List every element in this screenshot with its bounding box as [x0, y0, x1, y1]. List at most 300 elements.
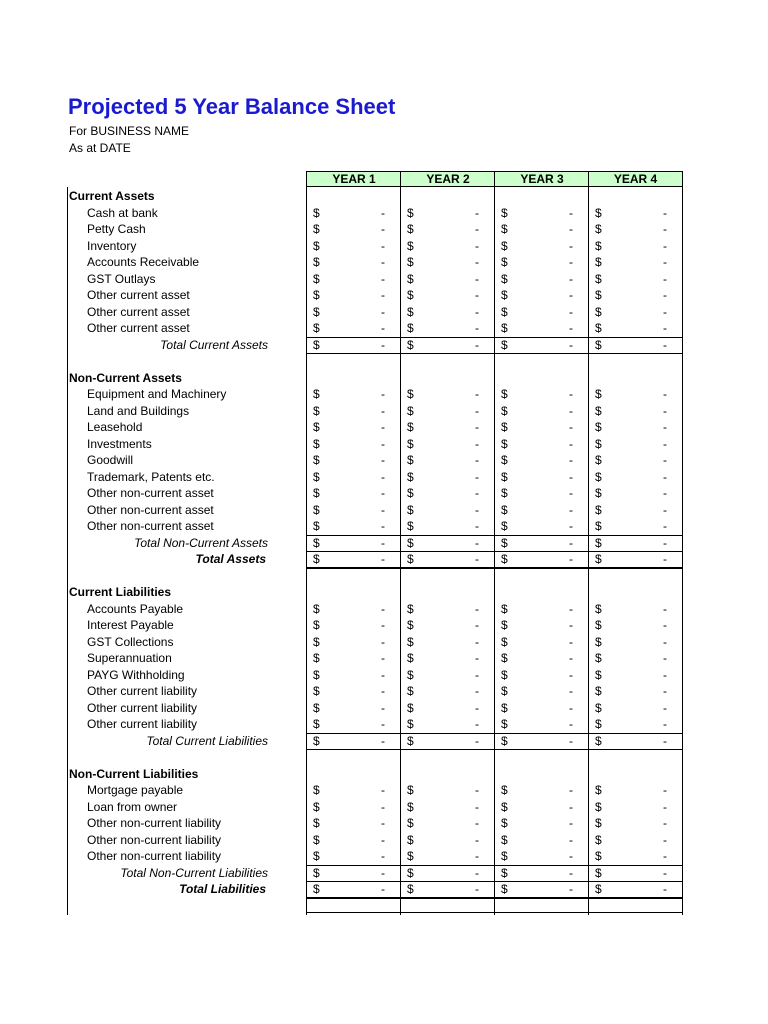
currency-symbol: $ — [407, 651, 414, 665]
section-header-row — [0, 766, 768, 783]
cell-value: - — [381, 832, 385, 847]
line-item-row — [0, 386, 768, 403]
currency-symbol: $ — [407, 849, 414, 863]
currency-symbol: $ — [313, 634, 320, 649]
currency-symbol: $ — [501, 733, 508, 748]
value-cell[interactable] — [400, 485, 493, 501]
cell-value: - — [569, 733, 573, 748]
line-item-label: Superannuation — [87, 651, 172, 665]
value-cell[interactable] — [306, 601, 399, 617]
value-cell[interactable] — [306, 469, 399, 485]
value-cell[interactable] — [400, 782, 493, 798]
cell-value: - — [381, 436, 385, 451]
cell-value: - — [475, 832, 479, 847]
value-cell[interactable] — [494, 287, 587, 303]
line-item-row — [0, 650, 768, 667]
currency-symbol: $ — [313, 865, 320, 880]
cell-value: - — [569, 469, 573, 484]
subtotal-rule — [306, 912, 682, 913]
value-cell[interactable] — [306, 535, 399, 551]
date-line: As at DATE — [69, 141, 131, 155]
cell-value: - — [475, 222, 479, 236]
value-cell[interactable] — [494, 403, 587, 419]
value-cell[interactable] — [400, 881, 493, 897]
line-item-label: Accounts Payable — [87, 601, 184, 616]
value-cell[interactable] — [306, 271, 399, 287]
currency-symbol: $ — [407, 255, 414, 269]
currency-symbol: $ — [501, 238, 508, 253]
value-cell[interactable] — [494, 650, 587, 666]
cell-value: - — [569, 387, 573, 401]
value-cell[interactable] — [588, 320, 681, 336]
value-cell[interactable] — [588, 469, 681, 485]
currency-symbol: $ — [595, 288, 602, 302]
value-cell[interactable] — [306, 304, 399, 320]
cell-value: - — [475, 700, 479, 715]
value-cell[interactable] — [588, 287, 681, 303]
value-cell[interactable] — [306, 205, 399, 221]
value-cell[interactable] — [494, 634, 587, 650]
subtotal-label: Total Non-Current Liabilities — [120, 865, 268, 880]
cell-value: - — [381, 321, 385, 335]
cell-value: - — [475, 882, 479, 896]
value-cell[interactable] — [494, 518, 587, 534]
currency-symbol: $ — [501, 552, 508, 566]
line-item-row — [0, 683, 768, 700]
currency-symbol: $ — [313, 700, 320, 715]
value-cell[interactable] — [588, 271, 681, 287]
cell-value: - — [663, 238, 667, 253]
currency-symbol: $ — [313, 288, 320, 302]
value-cell[interactable] — [306, 650, 399, 666]
column-header-4: YEAR 4 — [588, 171, 683, 187]
cell-value: - — [475, 403, 479, 418]
line-item-label: Inventory — [87, 238, 137, 253]
value-cell[interactable] — [400, 617, 493, 633]
value-cell[interactable] — [400, 238, 493, 254]
cell-value: - — [381, 733, 385, 748]
value-cell[interactable] — [306, 403, 399, 419]
section-title: Current Liabilities — [69, 585, 172, 599]
currency-symbol: $ — [313, 304, 320, 319]
value-cell[interactable] — [306, 287, 399, 303]
value-cell[interactable] — [494, 205, 587, 221]
value-cell[interactable] — [494, 221, 587, 237]
currency-symbol: $ — [595, 222, 602, 236]
value-cell[interactable] — [400, 205, 493, 221]
value-cell[interactable] — [494, 485, 587, 501]
value-cell[interactable] — [588, 535, 681, 551]
value-cell[interactable] — [306, 634, 399, 650]
currency-symbol: $ — [407, 684, 414, 698]
cell-value: - — [381, 651, 385, 665]
value-cell[interactable] — [588, 683, 681, 699]
line-item-row — [0, 518, 768, 535]
value-cell[interactable] — [400, 683, 493, 699]
value-cell[interactable] — [588, 799, 681, 815]
value-cell[interactable] — [494, 254, 587, 270]
value-cell[interactable] — [400, 865, 493, 881]
line-item-row — [0, 205, 768, 222]
line-item-row — [0, 799, 768, 816]
line-item-label: Loan from owner — [87, 799, 178, 814]
cell-value: - — [475, 618, 479, 632]
value-cell[interactable] — [494, 601, 587, 617]
value-cell[interactable] — [588, 881, 681, 897]
currency-symbol: $ — [501, 634, 508, 649]
cell-value: - — [569, 304, 573, 319]
line-item-label: Other non-current asset — [87, 486, 214, 500]
value-cell[interactable] — [588, 667, 681, 683]
value-cell[interactable] — [588, 502, 681, 518]
currency-symbol: $ — [313, 882, 320, 896]
cell-value: - — [569, 865, 573, 880]
cell-value: - — [569, 337, 573, 352]
currency-symbol: $ — [595, 667, 602, 682]
cell-value: - — [381, 486, 385, 500]
currency-symbol: $ — [501, 519, 508, 533]
value-cell[interactable] — [588, 205, 681, 221]
currency-symbol: $ — [407, 519, 414, 533]
value-cell[interactable] — [400, 287, 493, 303]
value-cell[interactable] — [306, 848, 399, 864]
value-cell[interactable] — [306, 551, 399, 567]
cell-value: - — [663, 882, 667, 896]
value-cell[interactable] — [306, 436, 399, 452]
value-cell[interactable] — [494, 452, 587, 468]
currency-symbol: $ — [313, 321, 320, 335]
currency-symbol: $ — [595, 321, 602, 335]
line-item-row — [0, 238, 768, 255]
value-cell[interactable] — [400, 337, 493, 353]
cell-value: - — [663, 552, 667, 566]
currency-symbol: $ — [407, 238, 414, 253]
currency-symbol: $ — [407, 799, 414, 814]
value-cell[interactable] — [306, 386, 399, 402]
cell-value: - — [475, 865, 479, 880]
currency-symbol: $ — [313, 255, 320, 269]
currency-symbol: $ — [407, 667, 414, 682]
cell-value: - — [381, 535, 385, 550]
value-cell[interactable] — [588, 815, 681, 831]
value-cell[interactable] — [400, 419, 493, 435]
cell-value: - — [569, 832, 573, 847]
currency-symbol: $ — [595, 535, 602, 550]
currency-symbol: $ — [595, 684, 602, 698]
currency-symbol: $ — [595, 634, 602, 649]
line-item-row — [0, 287, 768, 304]
line-item-label: Investments — [87, 436, 152, 451]
value-cell[interactable] — [494, 304, 587, 320]
value-cell[interactable] — [588, 452, 681, 468]
page-title: Projected 5 Year Balance Sheet — [68, 94, 396, 119]
value-cell[interactable] — [494, 815, 587, 831]
value-cell[interactable] — [588, 386, 681, 402]
value-cell[interactable] — [588, 238, 681, 254]
column-header-1: YEAR 1 — [306, 171, 401, 187]
value-cell[interactable] — [400, 502, 493, 518]
value-cell[interactable] — [306, 221, 399, 237]
cell-value: - — [663, 667, 667, 682]
value-cell[interactable] — [588, 650, 681, 666]
value-cell[interactable] — [494, 386, 587, 402]
currency-symbol: $ — [501, 816, 508, 830]
line-item-label: Other current liability — [87, 717, 198, 731]
cell-value: - — [475, 519, 479, 533]
section-header-row — [0, 188, 768, 205]
value-cell[interactable] — [400, 403, 493, 419]
value-cell[interactable] — [306, 799, 399, 815]
currency-symbol: $ — [595, 717, 602, 731]
currency-symbol: $ — [595, 618, 602, 632]
value-cell[interactable] — [588, 700, 681, 716]
currency-symbol: $ — [313, 337, 320, 352]
currency-symbol: $ — [313, 832, 320, 847]
value-cell[interactable] — [494, 865, 587, 881]
cell-value: - — [475, 453, 479, 467]
cell-value: - — [663, 222, 667, 236]
section-header-row — [0, 370, 768, 387]
value-cell[interactable] — [306, 254, 399, 270]
value-cell[interactable] — [494, 799, 587, 815]
cell-value: - — [569, 403, 573, 418]
value-cell[interactable] — [306, 518, 399, 534]
value-cell[interactable] — [400, 832, 493, 848]
value-cell[interactable] — [494, 733, 587, 749]
currency-symbol: $ — [595, 387, 602, 401]
value-cell[interactable] — [588, 254, 681, 270]
currency-symbol: $ — [313, 684, 320, 698]
cell-value: - — [381, 849, 385, 863]
value-cell[interactable] — [494, 782, 587, 798]
value-cell[interactable] — [306, 700, 399, 716]
value-cell[interactable] — [588, 617, 681, 633]
currency-symbol: $ — [407, 535, 414, 550]
value-cell[interactable] — [400, 254, 493, 270]
value-cell[interactable] — [494, 881, 587, 897]
currency-symbol: $ — [501, 849, 508, 863]
cell-value: - — [663, 436, 667, 451]
value-cell[interactable] — [400, 815, 493, 831]
value-cell[interactable] — [306, 832, 399, 848]
cell-value: - — [569, 238, 573, 253]
value-cell[interactable] — [494, 320, 587, 336]
cell-value: - — [663, 700, 667, 715]
value-cell[interactable] — [494, 502, 587, 518]
value-cell[interactable] — [588, 419, 681, 435]
value-cell[interactable] — [400, 221, 493, 237]
currency-symbol: $ — [407, 601, 414, 616]
value-cell[interactable] — [306, 502, 399, 518]
value-cell[interactable] — [494, 436, 587, 452]
value-cell[interactable] — [588, 601, 681, 617]
line-item-label: Equipment and Machinery — [87, 387, 227, 401]
value-cell[interactable] — [400, 716, 493, 732]
column-header-3: YEAR 3 — [494, 171, 589, 187]
value-cell[interactable] — [400, 667, 493, 683]
value-cell[interactable] — [400, 848, 493, 864]
cell-value: - — [663, 601, 667, 616]
line-item-label: Land and Buildings — [87, 403, 190, 418]
value-cell[interactable] — [494, 551, 587, 567]
currency-symbol: $ — [407, 634, 414, 649]
cell-value: - — [475, 288, 479, 302]
value-cell[interactable] — [494, 700, 587, 716]
currency-symbol: $ — [595, 783, 602, 797]
value-cell[interactable] — [306, 337, 399, 353]
value-cell[interactable] — [400, 634, 493, 650]
line-item-row — [0, 782, 768, 799]
value-cell[interactable] — [306, 683, 399, 699]
currency-symbol: $ — [501, 882, 508, 896]
value-cell[interactable] — [306, 865, 399, 881]
subtotal-rule — [306, 353, 682, 354]
value-cell[interactable] — [306, 782, 399, 798]
currency-symbol: $ — [501, 684, 508, 698]
cell-value: - — [569, 255, 573, 269]
value-cell[interactable] — [494, 683, 587, 699]
currency-symbol: $ — [595, 469, 602, 484]
currency-symbol: $ — [313, 271, 320, 286]
currency-symbol: $ — [313, 238, 320, 253]
value-cell[interactable] — [494, 535, 587, 551]
value-cell[interactable] — [400, 320, 493, 336]
value-cell[interactable] — [494, 469, 587, 485]
line-item-label: Other current liability — [87, 700, 198, 715]
cell-value: - — [475, 684, 479, 698]
cell-value: - — [475, 321, 479, 335]
value-cell[interactable] — [588, 485, 681, 501]
cell-value: - — [381, 882, 385, 896]
value-cell[interactable] — [494, 337, 587, 353]
value-cell[interactable] — [588, 304, 681, 320]
value-cell[interactable] — [494, 238, 587, 254]
value-cell[interactable] — [494, 617, 587, 633]
currency-symbol: $ — [595, 552, 602, 566]
value-cell[interactable] — [588, 782, 681, 798]
line-item-row — [0, 271, 768, 288]
cell-value: - — [663, 486, 667, 500]
line-item-row — [0, 452, 768, 469]
value-cell[interactable] — [400, 700, 493, 716]
currency-symbol: $ — [595, 255, 602, 269]
cell-value: - — [475, 420, 479, 434]
value-cell[interactable] — [588, 518, 681, 534]
value-cell[interactable] — [588, 848, 681, 864]
subtotal-row — [0, 865, 768, 882]
value-cell[interactable] — [494, 716, 587, 732]
cell-value: - — [569, 618, 573, 632]
value-cell[interactable] — [400, 650, 493, 666]
cell-value: - — [475, 387, 479, 401]
line-item-row — [0, 832, 768, 849]
subtotal-row — [0, 733, 768, 750]
currency-symbol: $ — [595, 601, 602, 616]
currency-symbol: $ — [313, 502, 320, 517]
subtotal-rule — [306, 749, 682, 750]
value-cell[interactable] — [306, 881, 399, 897]
line-item-label: Goodwill — [87, 453, 134, 467]
value-cell[interactable] — [494, 419, 587, 435]
value-cell[interactable] — [400, 271, 493, 287]
value-cell[interactable] — [400, 469, 493, 485]
value-cell[interactable] — [588, 733, 681, 749]
value-cell[interactable] — [400, 535, 493, 551]
currency-symbol: $ — [501, 205, 508, 220]
value-cell[interactable] — [400, 601, 493, 617]
value-cell[interactable] — [494, 271, 587, 287]
currency-symbol: $ — [501, 222, 508, 236]
cell-value: - — [569, 486, 573, 500]
value-cell[interactable] — [400, 733, 493, 749]
value-cell[interactable] — [400, 436, 493, 452]
value-cell[interactable] — [306, 815, 399, 831]
value-cell[interactable] — [588, 337, 681, 353]
currency-symbol: $ — [595, 799, 602, 814]
value-cell[interactable] — [306, 667, 399, 683]
value-cell[interactable] — [306, 419, 399, 435]
value-cell[interactable] — [400, 386, 493, 402]
currency-symbol: $ — [501, 321, 508, 335]
cell-value: - — [381, 469, 385, 484]
value-cell[interactable] — [588, 716, 681, 732]
cell-value: - — [381, 420, 385, 434]
cell-value: - — [663, 618, 667, 632]
value-cell[interactable] — [400, 518, 493, 534]
value-cell[interactable] — [400, 304, 493, 320]
value-cell[interactable] — [400, 799, 493, 815]
currency-symbol: $ — [501, 601, 508, 616]
value-cell[interactable] — [306, 617, 399, 633]
line-item-label: Other non-current liability — [87, 816, 222, 830]
cell-value: - — [569, 783, 573, 797]
value-cell[interactable] — [306, 452, 399, 468]
value-cell[interactable] — [494, 667, 587, 683]
value-cell[interactable] — [494, 848, 587, 864]
value-cell[interactable] — [400, 452, 493, 468]
value-cell[interactable] — [588, 634, 681, 650]
cell-value: - — [569, 651, 573, 665]
currency-symbol: $ — [501, 403, 508, 418]
value-cell[interactable] — [588, 551, 681, 567]
value-cell[interactable] — [588, 865, 681, 881]
value-cell[interactable] — [588, 403, 681, 419]
value-cell[interactable] — [306, 733, 399, 749]
value-cell[interactable] — [588, 436, 681, 452]
value-cell[interactable] — [588, 221, 681, 237]
value-cell[interactable] — [306, 238, 399, 254]
value-cell[interactable] — [494, 832, 587, 848]
currency-symbol: $ — [595, 865, 602, 880]
currency-symbol: $ — [313, 849, 320, 863]
value-cell[interactable] — [400, 551, 493, 567]
currency-symbol: $ — [595, 238, 602, 253]
line-item-label: Interest Payable — [87, 618, 174, 632]
value-cell[interactable] — [306, 485, 399, 501]
cell-value: - — [381, 667, 385, 682]
cell-value: - — [663, 337, 667, 352]
business-name-line: For BUSINESS NAME — [69, 124, 190, 138]
currency-symbol: $ — [595, 205, 602, 220]
cell-value: - — [381, 205, 385, 220]
currency-symbol: $ — [501, 453, 508, 467]
currency-symbol: $ — [313, 601, 320, 616]
value-cell[interactable] — [588, 832, 681, 848]
subtotal-label: Total Non-Current Assets — [134, 535, 268, 550]
value-cell[interactable] — [306, 320, 399, 336]
value-cell[interactable] — [306, 716, 399, 732]
line-item-row — [0, 617, 768, 634]
